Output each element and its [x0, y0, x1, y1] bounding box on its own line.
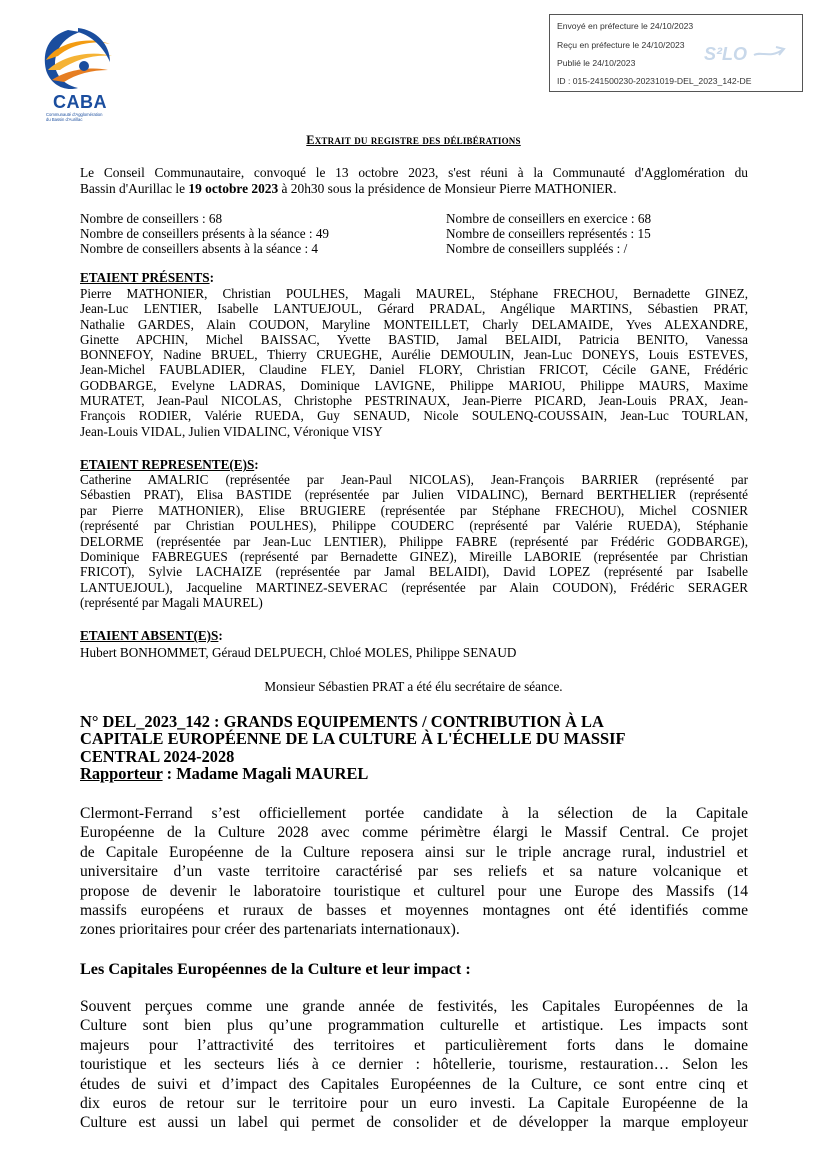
stamp-received: Reçu en préfecture le 24/10/2023: [557, 40, 685, 50]
body-line: dix euros de retour sur le territoire pour un euro investi. La Capitale Européenne de la: [80, 1095, 748, 1113]
represented-line: FRICOT), Sylvie LACHAIZE (représentée par Jamal BELAIDI), David LOPEZ (représenté par Isabelle: [80, 564, 748, 580]
count-absent: Nombre de conseillers absents à la séance : 4: [80, 241, 319, 257]
intro-line-2: [80, 181, 748, 197]
intro-line-1: Le Conseil Communautaire, convoqué le 13 octobre 2023, s'est réuni à la Communauté d'Agglomération du: [80, 165, 748, 180]
rapporteur-line: [80, 765, 760, 782]
section-subheading: Les Capitales Européennes de la Culture et leur impact :: [80, 960, 471, 978]
present-line: BONNEFOY, Nadine BRUEL, Thierry CRUEGHE, Aurélie DEMOULIN, Jean-Luc DONEYS, Louis ESTEVES,: [80, 347, 748, 363]
present-line: François RODIER, Valérie RUEDA, Guy SENAUD, Nicole SOULENQ-COUSSAIN, Jean-Luc TOURLAN,: [80, 408, 748, 424]
logo-caption: Communauté d'Agglomération du Bassin d'Aurillac: [46, 112, 103, 122]
deliberation-title-line: CAPITALE EUROPÉENNE DE LA CULTURE À L'ÉCHELLE DU MASSIF: [80, 729, 626, 749]
svg-text:S²LO: S²LO: [704, 44, 747, 64]
body-line: de Capitale Européenne de la Culture reposera ainsi sur le triple ancrage rural, industriel et: [80, 843, 748, 861]
represented-line: Sébastien PRAT), Elisa BASTIDE (représentée par Julien VIDALINC), Bernard BERTHELIER (représenté: [80, 487, 748, 503]
count-in-office: Nombre de conseillers en exercice : 68: [446, 211, 652, 226]
count-present: Nombre de conseillers présents à la séance : 49: [80, 226, 330, 242]
present-heading: [80, 270, 214, 286]
count-represented: Nombre de conseillers représentés : 15: [446, 226, 651, 242]
deliberation-title-line: N° DEL_2023_142 : GRANDS EQUIPEMENTS / CONTRIBUTION À LA: [80, 712, 604, 731]
present-line: Ginette APCHIN, Michel BAISSAC, Yvette BASTID, Jamal BELAIDI, Patricia BENITO, Vanessa: [80, 331, 748, 347]
represented-list: [80, 472, 748, 611]
stamp-published: Publié le 24/10/2023: [557, 58, 636, 68]
represented-title: ETAIENT REPRESENTE(E)S: [80, 457, 255, 472]
present-line: Jean-Luc LENTIER, Isabelle LANTUEJOUL, Gérard PRADAL, Angélique MARTINS, Sébastien PRAT,: [80, 301, 748, 317]
absent-list: [80, 645, 748, 660]
secretary-note: Monsieur Sébastien PRAT a été élu secrétaire de séance.: [264, 679, 563, 694]
stamp-id: ID : 015-241500230-20231019-DEL_2023_142-DE: [557, 76, 752, 86]
extract-heading-text: Extrait du registre des délibérations: [306, 133, 521, 147]
counts-left: [80, 211, 440, 257]
body-line: études de suivi et d’impact des Capitales Européennes de la Culture, ce sont entre cinq et: [80, 1075, 748, 1093]
rapporteur-label: Rapporteur: [80, 764, 163, 784]
body-paragraph-2: [80, 997, 748, 1133]
deliberation-title: [80, 713, 760, 783]
intro-paragraph: [80, 165, 748, 196]
present-line: Nathalie GARDES, Alain COUDON, Maryline MONTEILLET, Charly DELAMAIDE, Yves ALEXANDRE,: [80, 316, 748, 332]
slow-logo: [704, 41, 786, 65]
body-line: Culture est aussi un label qui permet de consolider et de développer la marque employeur: [80, 1114, 748, 1132]
absent-heading: [80, 628, 223, 644]
body-paragraph-1: [80, 804, 748, 940]
body-line: Clermont-Ferrand s’est officiellement portée candidate à la sélection de la Capitale: [80, 805, 748, 822]
body-line: propose de devenir le laboratoire touristique et culturel pour une Europe des Massifs (14: [80, 882, 748, 900]
body-line: Souvent perçues comme une grande année de festivités, les Capitales Européennes de la: [80, 998, 748, 1015]
deliberation-title-line: CENTRAL 2024-2028: [80, 746, 235, 766]
intro-line-2-end: à 20h30 sous la présidence de Monsieur Pierre MATHONIER.: [278, 180, 617, 196]
body-line: majeurs pour l’attractivité des territoires et particulièrement forts dans le domaine: [80, 1036, 748, 1054]
represented-suffix: :: [254, 457, 259, 472]
present-suffix: :: [209, 270, 215, 285]
slow-logo-icon: [704, 41, 786, 65]
present-line: GODBARGE, Evelyne LADRAS, Dominique LAVIGNE, Philippe MARIOU, Philippe MAURS, Maxime: [80, 377, 748, 393]
represented-line: DELORME (représentée par Jean-Luc LENTIER), Philippe FABRE (représenté par Frédéric GODBARGE),: [80, 533, 748, 549]
extract-heading: [0, 133, 827, 148]
intro-line-2-start: Bassin d'Aurillac le: [80, 180, 189, 196]
count-substituted: Nombre de conseillers suppléés : /: [446, 241, 628, 257]
represented-line: Dominique FABREGUES (représenté par Bernadette GINEZ), Mireille LABORIE (représentée par Christian: [80, 549, 748, 565]
absent-suffix: :: [218, 628, 223, 643]
rapporteur-name: : Madame Magali MAUREL: [162, 764, 369, 784]
represented-line: Catherine AMALRIC (représentée par Jean-Paul NICOLAS), Jean-François BARRIER (représenté par: [80, 472, 748, 487]
stamp-sent: Envoyé en préfecture le 24/10/2023: [557, 21, 694, 31]
body-line: universitaire d’un vaste territoire caractérisé par ses reliefs et sa nature volcanique et: [80, 863, 748, 881]
counts-right: [446, 211, 766, 257]
body-line: zones prioritaires pour créer des partenariats internationaux).: [80, 921, 460, 939]
caba-logo: [38, 22, 118, 127]
represented-heading: [80, 457, 259, 473]
represented-line: (représenté par Magali MAUREL): [80, 595, 263, 611]
logo-name: CABA: [53, 92, 107, 112]
present-line: MURATET, Jean-Paul NICOLAS, Christophe PESTRINAUX, Jean-Pierre PICARD, Jean-Louis PRAX, Jean-: [80, 393, 748, 409]
represented-line: par Pierre MATHONIER), Elise BRUGIERE (représentée par Stéphane FRECHOU), Michel COSNIER: [80, 502, 748, 518]
body-line: massifs européens et ruraux de basses et moyennes montagnes ont été identifiés comme: [80, 902, 748, 920]
absent-line: Hubert BONHOMMET, Géraud DELPUECH, Chloé MOLES, Philippe SENAUD: [80, 645, 517, 660]
body-line: Européenne de la Culture 2028 avec comme périmètre élargi le Massif Central. Ce projet: [80, 824, 748, 842]
meeting-date: 19 octobre 2023: [188, 180, 279, 196]
present-line: Pierre MATHONIER, Christian POULHES, Magali MAUREL, Stéphane FRECHOU, Bernadette GINEZ,: [80, 286, 748, 301]
present-line: Jean-Michel FAUBLADIER, Claudine FLEY, Daniel FLORY, Christian FRICOT, Cécile GANE, Frédéric: [80, 362, 748, 378]
body-line: touristique et les secteurs liés à ce dernier : hôtellerie, tourisme, restauration… Selon les: [80, 1056, 748, 1074]
present-line: Jean-Louis VIDAL, Julien VIDALINC, Véronique VISY: [80, 423, 383, 439]
count-total: Nombre de conseillers : 68: [80, 211, 223, 226]
present-title: ETAIENT PRÉSENTS: [80, 270, 210, 285]
prefecture-stamp: [549, 14, 803, 92]
represented-line: LANTUEJOUL), Jacqueline MARTINEZ-SEVERAC (représentée par Alain COUDON), Frédéric SERAGER: [80, 579, 748, 595]
body-line: Culture sont bien plus qu’une programmation culturelle et artistique. Les impacts sont: [80, 1017, 748, 1035]
represented-line: (représenté par Christian POULHES), Philippe COUDERC (représenté par Valérie RUEDA), Stéphanie: [80, 518, 748, 534]
absent-title: ETAIENT ABSENT(E)S: [80, 628, 219, 643]
present-list: [80, 286, 748, 439]
